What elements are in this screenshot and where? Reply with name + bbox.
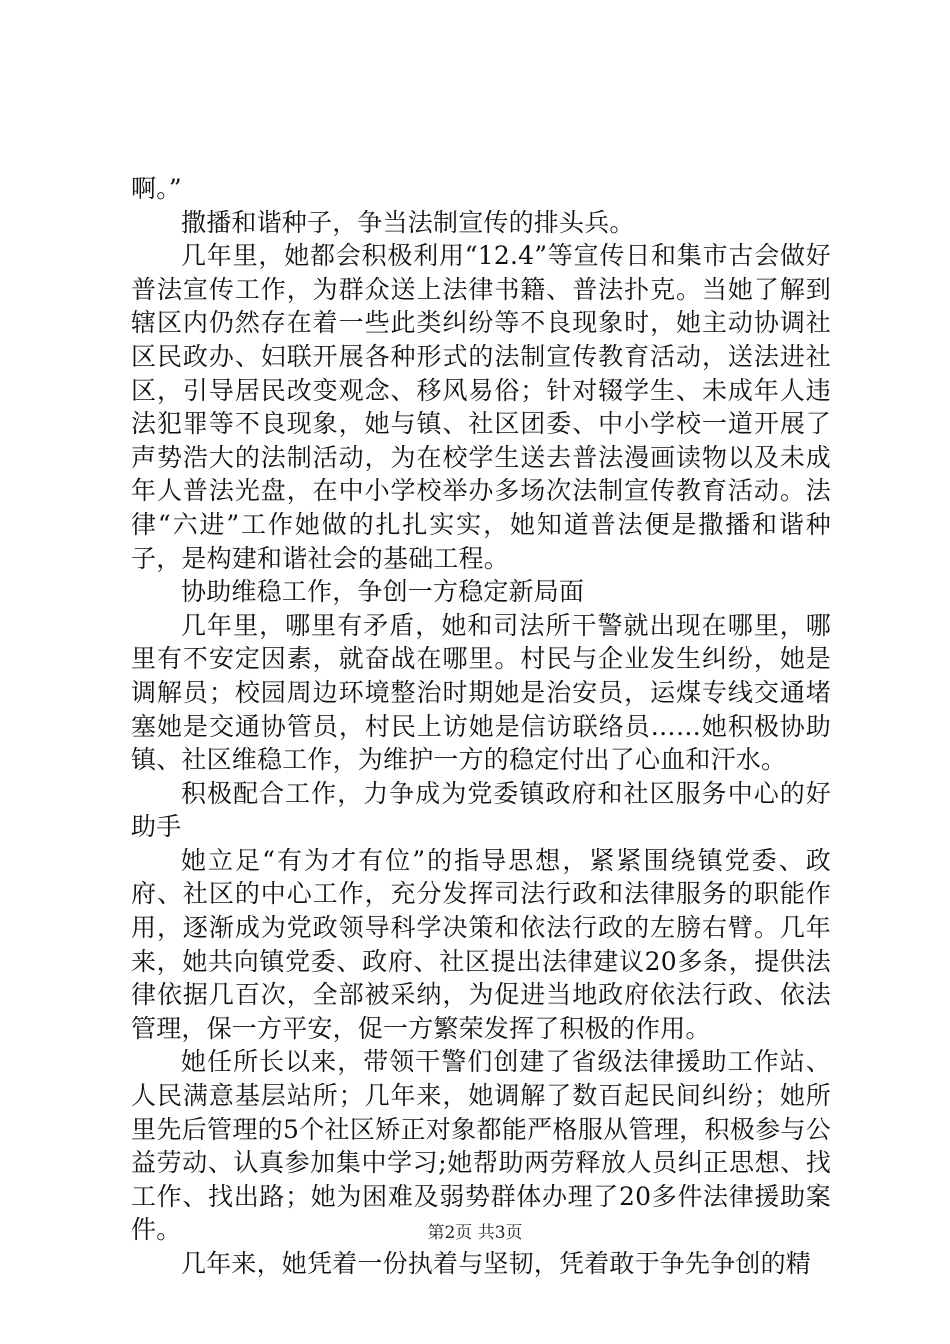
document-body bbox=[131, 172, 831, 1281]
page-number-footer: 第2页 共3页 bbox=[427, 1223, 523, 1243]
section-heading-stability: 协助维稳工作，争创一方稳定新局面 bbox=[181, 577, 585, 607]
paragraph-achievements: 她任所长以来，带领干警们创建了省级法律援助工作站、人民满意基层站所；几年来，她调解了数百起民间纠纷；她所里先后管理的5个社区矫正对象都能严格服从管理，积极参与公益劳动、认真参加集中学习;她帮助两劳释放人员纠正思想、找工作、找出路；她为困难及弱势群体办理了20多件法律援助案件。 bbox=[131, 1047, 831, 1245]
paragraph-continuation: 啊。” bbox=[131, 174, 182, 203]
paragraph-stability: 几年里，哪里有矛盾，她和司法所干警就出现在哪里，哪里有不安定因素，就奋战在哪里。村民与企业发生纠纷，她是调解员；校园周边环境整治时期她是治安员，运煤专线交通堵塞她是交通协管员，村民上访她是信访联络员……她积极协助镇、社区维稳工作，为维护一方的稳定付出了心血和汗水。 bbox=[131, 610, 831, 775]
section-heading-legal-publicity: 撒播和谐种子，争当法制宣传的排头兵。 bbox=[181, 207, 635, 237]
paragraph-closing: 几年来，她凭着一份执着与坚韧，凭着敢于争先争创的精 bbox=[181, 1249, 812, 1278]
paragraph-cooperation: 她立足“有为才有位”的指导思想，紧紧围绕镇党委、政府、社区的中心工作，充分发挥司法行政和法律服务的职能作用，逐渐成为党政领导科学决策和依法行政的左膀右臂。几年来，她共向镇党委、政府、社区提出法律建议20多条，提供法律依据几百次，全部被采纳，为促进当地政府依法行政、依法管理，保一方平安，促一方繁荣发挥了积极的作用。 bbox=[131, 845, 831, 1043]
paragraph-legal-publicity: 几年里，她都会积极利用“12.4”等宣传日和集市古会做好普法宣传工作，为群众送上法律书籍、普法扑克。当她了解到辖区内仍然存在着一些此类纠纷等不良现象时，她主动协调社区民政办、妇联开展各种形式的法制宣传教育活动，送法进社区，引导居民改变观念、移风易俗；针对辍学生、未成年人违法犯罪等不良现象，她与镇、社区团委、中小学校一道开展了声势浩大的法制活动，为在校学生送去普法漫画读物以及未成年人普法光盘，在中小学校举办多场次法制宣传教育活动。法律“六进”工作她做的扎扎实实，她知道普法便是撒播和谐种子，是构建和谐社会的基础工程。 bbox=[131, 241, 831, 573]
section-heading-cooperation: 积极配合工作，力争成为党委镇政府和社区服务中心的好助手 bbox=[131, 778, 831, 842]
